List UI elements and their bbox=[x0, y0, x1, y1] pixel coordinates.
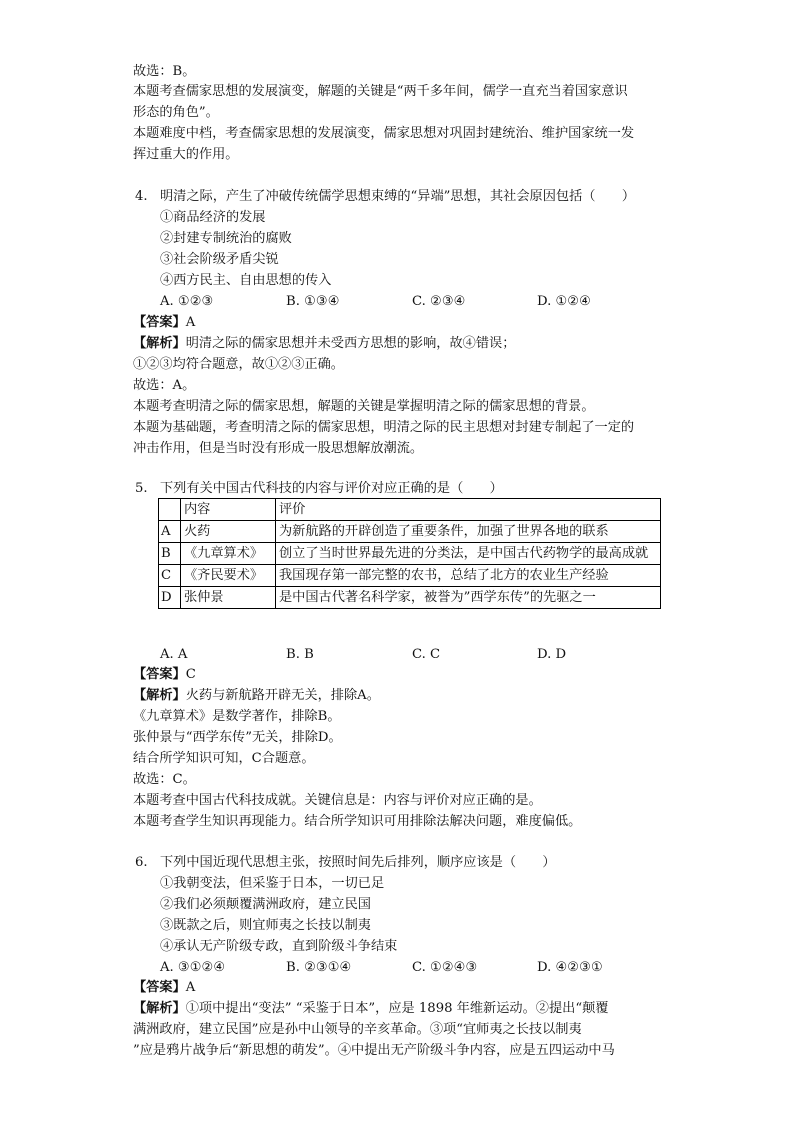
table-cell: 火药 bbox=[181, 521, 276, 543]
table-cell: 是中国古代著名科学家，被誉为”西学东传”的先驱之一 bbox=[276, 587, 661, 609]
question-item: ④承认无产阶级专政，直到阶级斗争结束 bbox=[160, 939, 398, 954]
question-item: ①我朝变法，但采鉴于日本，一切已足 bbox=[160, 876, 385, 891]
table-cell: B bbox=[159, 543, 181, 565]
analysis-tag: 【解析】 bbox=[133, 336, 186, 351]
question-number: 5. bbox=[135, 481, 148, 496]
text-line: 挥过重大的作用。 bbox=[133, 147, 239, 162]
question-number: 4. bbox=[135, 189, 148, 204]
question-stem: 明清之际，产生了冲破传统儒学思想束缚的“异端”思想，其社会原因包括（ ） bbox=[160, 189, 636, 204]
analysis-line: 本题考查中国古代科技成就。关键信息是：内容与评价对应正确的是。 bbox=[133, 793, 542, 808]
option-a: A. ③①②④ bbox=[160, 960, 226, 975]
question-number: 6. bbox=[135, 855, 148, 870]
option-b: B. ②③①④ bbox=[286, 960, 352, 975]
text-line: 本题考查儒家思想的发展演变，解题的关键是“两千多年间，儒学一直充当着国家意识 bbox=[133, 84, 628, 99]
table-cell: 《齐民要术》 bbox=[181, 565, 276, 587]
option-a: A. A bbox=[160, 647, 188, 662]
table-cell: 《九章算术》 bbox=[181, 543, 276, 565]
analysis-line bbox=[133, 998, 608, 1019]
analysis-text: 火药与新航路开辟无关，排除A。 bbox=[185, 688, 380, 703]
option-c: C. ①②④③ bbox=[412, 960, 478, 975]
table-row bbox=[159, 565, 661, 587]
question-item: ③社会阶级矛盾尖锐 bbox=[160, 252, 279, 267]
table-header-cell: 评价 bbox=[276, 499, 661, 521]
table-cell: A bbox=[159, 521, 181, 543]
analysis-line bbox=[133, 333, 515, 354]
answer-value: A bbox=[185, 980, 196, 995]
option-b: B. ①③④ bbox=[286, 294, 340, 309]
analysis-text: 明清之际的儒家思想并未受西方思想的影响，故④错误； bbox=[185, 336, 516, 351]
answer-tag: 【答案】 bbox=[133, 980, 186, 995]
text-line: 形态的角色”。 bbox=[133, 105, 219, 120]
option-a: A. ①②③ bbox=[160, 294, 214, 309]
analysis-line: 结合所学知识可知，C合题意。 bbox=[133, 751, 315, 766]
analysis-line: 满洲政府，建立民国”应是孙中山领导的辛亥革命。③项“宜师夷之长技以制夷 bbox=[133, 1022, 582, 1037]
table-cell: D bbox=[159, 587, 181, 609]
question-stem: 下列中国近现代思想主张，按照时间先后排列，顺序应该是（ ） bbox=[160, 855, 556, 870]
table-cell: C bbox=[159, 565, 181, 587]
text-line: 故选：B。 bbox=[133, 64, 196, 79]
table-row bbox=[159, 521, 661, 543]
analysis-tag: 【解析】 bbox=[133, 1001, 186, 1016]
analysis-tag: 【解析】 bbox=[133, 688, 186, 703]
table-cell: 为新航路的开辟创造了重要条件，加强了世界各地的联系 bbox=[276, 521, 661, 543]
analysis-line bbox=[133, 685, 380, 706]
analysis-line: 冲击作用，但是当时没有形成一股思想解放潮流。 bbox=[133, 441, 424, 456]
table-row bbox=[159, 543, 661, 565]
answer-line bbox=[133, 977, 195, 998]
answer-value: A bbox=[185, 315, 196, 330]
analysis-line: 故选：C。 bbox=[133, 772, 196, 787]
answer-value: C bbox=[185, 667, 196, 682]
analysis-line: ①②③均符合题意，故①②③正确。 bbox=[133, 357, 344, 372]
table-header-cell: 内容 bbox=[181, 499, 276, 521]
answer-line bbox=[133, 312, 195, 333]
analysis-line: 本题考查学生知识再现能力。结合所学知识可用排除法解决问题，难度偏低。 bbox=[133, 814, 582, 829]
analysis-line: 张仲景与“西学东传”无关，排除D。 bbox=[133, 730, 342, 745]
table-header-row bbox=[159, 499, 661, 521]
table-cell: 张仲景 bbox=[181, 587, 276, 609]
analysis-line: 《九章算术》是数学著作，排除B。 bbox=[133, 709, 341, 724]
option-b: B. B bbox=[286, 647, 314, 662]
table-cell bbox=[159, 499, 181, 521]
table-row bbox=[159, 587, 661, 609]
question-item: ①商品经济的发展 bbox=[160, 210, 266, 225]
comparison-table bbox=[158, 498, 661, 609]
answer-line bbox=[133, 664, 196, 685]
analysis-line: 本题考查明清之际的儒家思想，解题的关键是掌握明清之际的儒家思想的背景。 bbox=[133, 399, 595, 414]
analysis-text: ①项中提出“变法” “采鉴于日本”，应是 1898 年维新运动。②提出“颠覆 bbox=[185, 1001, 609, 1016]
answer-tag: 【答案】 bbox=[133, 315, 186, 330]
answer-tag: 【答案】 bbox=[133, 667, 186, 682]
question-item: ③既款之后，则宜师夷之长技以制夷 bbox=[160, 918, 371, 933]
option-d: D. ④②③① bbox=[537, 960, 603, 975]
question-item: ②我们必须颠覆满洲政府，建立民国 bbox=[160, 897, 371, 912]
option-d: D. ①②④ bbox=[537, 294, 591, 309]
analysis-line: ”应是鸦片战争后“新思想的萌发”。④中提出无产阶级斗争内容，应是五四运动中马 bbox=[133, 1043, 615, 1058]
table-cell: 我国现存第一部完整的农书，总结了北方的农业生产经验 bbox=[276, 565, 661, 587]
question-item: ②封建专制统治的腐败 bbox=[160, 231, 292, 246]
option-c: C. C bbox=[412, 647, 441, 662]
table-cell: 创立了当时世界最先进的分类法，是中国古代药物学的最高成就 bbox=[276, 543, 661, 565]
option-d: D. D bbox=[537, 647, 567, 662]
question-item: ④西方民主、自由思想的传入 bbox=[160, 273, 332, 288]
option-c: C. ②③④ bbox=[412, 294, 466, 309]
analysis-line: 故选：A。 bbox=[133, 378, 196, 393]
question-stem: 下列有关中国古代科技的内容与评价对应正确的是（ ） bbox=[160, 481, 503, 496]
text-line: 本题难度中档，考查儒家思想的发展演变，儒家思想对巩固封建统治、维护国家统一发 bbox=[133, 126, 635, 141]
analysis-line: 本题为基础题，考查明清之际的儒家思想，明清之际的民主思想对封建专制起了一定的 bbox=[133, 420, 635, 435]
